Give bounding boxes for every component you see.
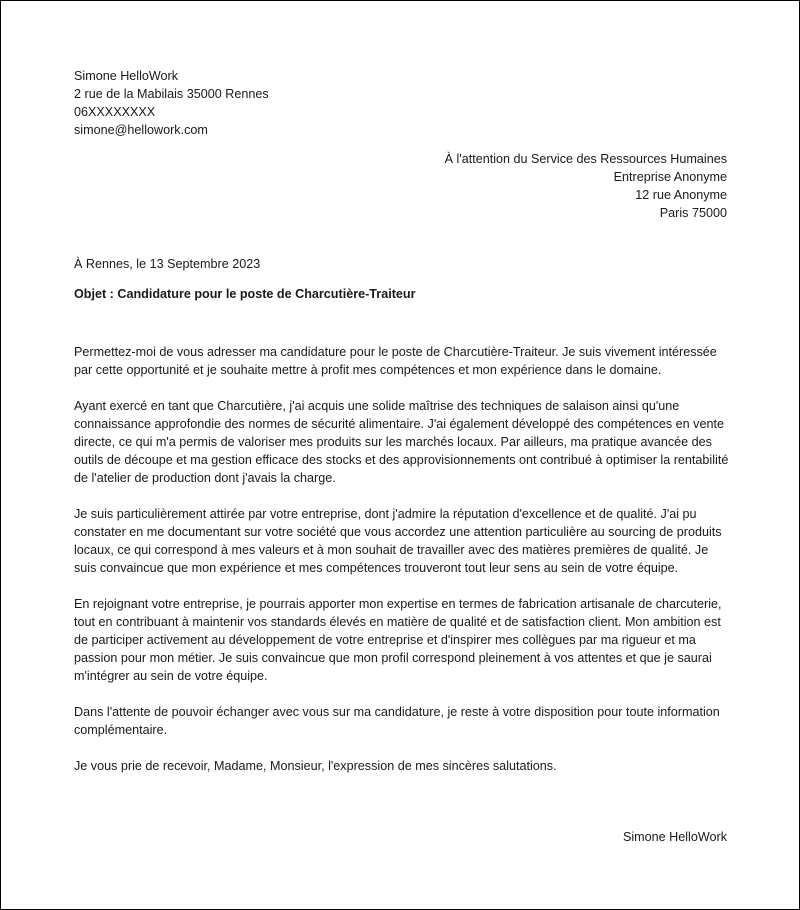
sender-email: simone@hellowork.com (74, 123, 208, 137)
date-line: À Rennes, le 13 Septembre 2023 (74, 257, 261, 271)
letter-body (74, 343, 734, 793)
subject-line: Objet : Candidature pour le poste de Charcutière-Traiteur (74, 287, 416, 301)
paragraph-company-interest: Je suis particulièrement attirée par votre entreprise, dont j'admire la réputation d'excellence et de qualité. J'ai pu constater en me documentant sur votre société que vous accordez une attention particulière au sourcing de produits locaux, ce qui correspond à mes valeurs et à mon souhait de travailler avec des matières premières de qualité. Je suis convaincue que mon expérience et mes compétences trouveront tout leur sens au sein de votre équipe. (74, 507, 722, 575)
paragraph-experience: Ayant exercé en tant que Charcutière, j'ai acquis une solide maîtrise des techniques de salaison ainsi qu'une connaissance approfondie des normes de sécurité alimentaire. J'ai également développé des compétences en vente directe, ce qui m'a permis de valoriser mes produits sur les marchés locaux. Par ailleurs, ma pratique avancée des outils de découpe et ma gestion efficace des stocks et des approvisionnements ont contribué à optimiser la rentabilité de l'atelier de production dont j'avais la charge. (74, 399, 729, 485)
signature: Simone HelloWork (622, 830, 727, 844)
recipient-block (445, 150, 727, 222)
recipient-company: Entreprise Anonyme (613, 170, 727, 184)
sender-name: Simone HelloWork (74, 69, 179, 83)
paragraph-introduction: Permettez-moi de vous adresser ma candidature pour le poste de Charcutière-Traiteur. Je suis vivement intéressée par cette opportunité et je souhaite mettre à profit mes compétences et mon expérience dans le domaine. (74, 345, 717, 377)
paragraph-availability: Dans l'attente de pouvoir échanger avec vous sur ma candidature, je reste à votre disposition pour toute information complémentaire. (74, 705, 720, 737)
recipient-city: Paris 75000 (659, 206, 727, 220)
paragraph-closing: Je vous prie de recevoir, Madame, Monsieur, l'expression de mes sincères salutations. (74, 759, 557, 773)
sender-address: 2 rue de la Mabilais 35000 Rennes (74, 87, 269, 101)
sender-phone: 06XXXXXXXX (74, 105, 156, 119)
paragraph-contribution: En rejoignant votre entreprise, je pourrais apporter mon expertise en termes de fabrication artisanale de charcuterie, tout en contribuant à maintenir vos standards élevés en matière de qualité et de satisfaction client. Mon ambition est de participer activement au développement de votre entreprise et d'inspirer mes collègues par ma rigueur et ma passion pour mon métier. Je suis convaincue que mon profil correspond pleinement à vos attentes et que je saurai m'intégrer au sein de votre équipe. (74, 597, 722, 683)
sender-block (74, 67, 269, 139)
recipient-attention: À l'attention du Service des Ressources Humaines (444, 152, 727, 166)
recipient-street: 12 rue Anonyme (635, 188, 727, 202)
